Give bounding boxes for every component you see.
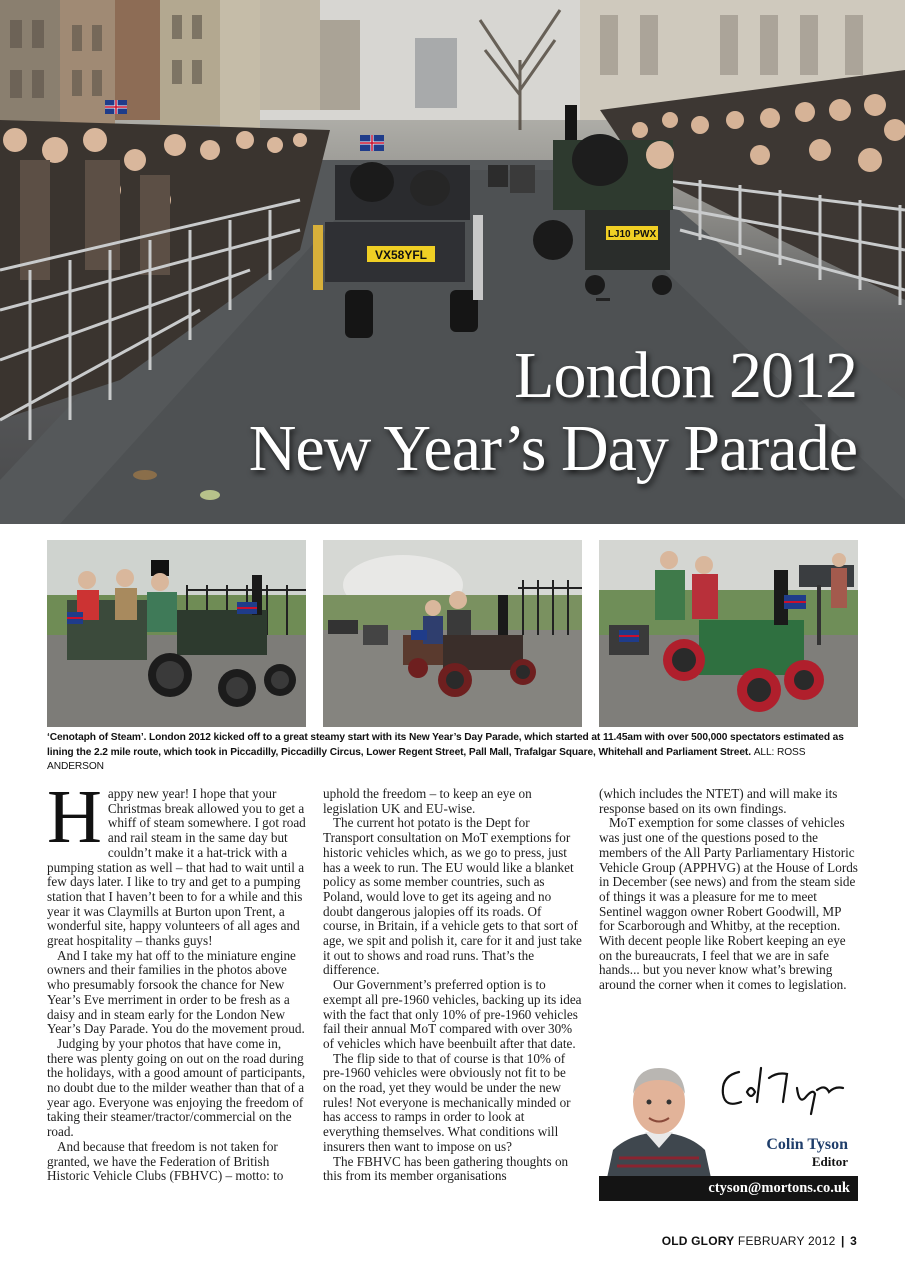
photo-2-illustration (323, 540, 582, 727)
article-paragraph: Our Government’s preferred option is to exempt all pre-1960 vehicles, backing up its idea with the fact that only 10% of pre-1960 vehicles fail their annual MoT compared with over 30% of vehicles which have beenbuilt after that date. (323, 977, 582, 1051)
photo-cenotaph-engine-3 (599, 540, 858, 727)
photo-credit: ALL: ROSS ANDERSON (47, 746, 806, 772)
photo-caption (47, 731, 859, 775)
article-column-2 (323, 787, 582, 1184)
article-column-1 (47, 775, 306, 1184)
paragraph-text: appy new year! I hope that your Christmas break allowed you to get a whiff of steam somewhere. I got road and rail steam in the same day but couldn’t make it a hat-trick with a pumping station as well – that had to wait until a few days later. I like to try and get to a pumping station that I haven’t been to for a while and this year it was Claymills at Burton upon Trent, a wonderful site, happy volunteers of all ages and great hospitality – thanks guys! (47, 786, 306, 949)
caption-text: ‘Cenotaph of Steam’. London 2012 kicked off to a great steamy start with its New Year’s Day Parade, which started at 11.45am with over 500,000 spectators estimated as lining the 2.2 mile route, which took in Piccadilly, Piccadilly Circus, Lower Regent Street, Pall Mall, Trafalgar Square, Whitehall and Parliament Street. (47, 732, 844, 758)
photo-3-illustration (599, 540, 858, 727)
editor-signature (717, 1058, 857, 1116)
article-paragraph: MoT exemption for some classes of vehicles was just one of the questions posed to the members of the All Party Parliamentary Historic Vehicle Group (APPHVG) at the House of Lords in December (see news) and from the steam side of things it was a pleasure for me to meet Sentinel waggon owner Robert Goodwill, MP for Scarborough and Whitby, at the reception. With decent people like Robert keeping an eye on the bureaucrats, I feel that we are in safe hands... but you never know what’s brewing around the corner when it comes to legislation. (599, 815, 858, 993)
article-paragraph: The current hot potato is the Dept for Transport consultation on MoT exemptions for historic vehicles which, as we go to press, just has a week to run. The EU would like a blanket policy as some member countries, such as Poland, would love to get its ageing and no doubt dangerous jalopies off its roads. Of course, in Britain, if a vehicle gets to that sort of age, we spit and polish it, care for it and just take it out to shows and road runs. That’s the difference. (323, 815, 582, 978)
article-paragraph: Judging by your photos that have come in, there was plenty going on out on the road during the holidays, with a good amount of participants, no doubt due to the milder weather than that of a year ago. Everyone was enjoying the freedom of taking their steamer/tractor/commercial on the road. (47, 1035, 306, 1140)
hero-photo (0, 0, 905, 524)
hero-plate-right: LJ10 PWX (607, 229, 657, 240)
editor-signoff (599, 1058, 858, 1203)
article-paragraph: The FBHVC has been gathering thoughts on this from its member organisations (323, 1153, 569, 1184)
title-line-2: New Year’s Day Parade (248, 412, 857, 485)
article-paragraph: The flip side to that of course is that 10% of pre-1960 vehicles were obviously not fit to be on the road, yet they would be under the new rules! Not everyone is mechanically minded or has access to ramps in order to look at everything themselves. What conditions will insurers then want to impose on us? (323, 1050, 571, 1154)
page-title (249, 340, 857, 486)
article-paragraph: And because that freedom is not taken for granted, we have the Federation of British Historic Vehicle Clubs (FBHVC) – motto: to (47, 1138, 284, 1184)
page-number: 3 (850, 1234, 857, 1248)
photo-cenotaph-engine-1 (47, 540, 306, 727)
page-folio (662, 1234, 857, 1248)
article-column-3 (599, 787, 858, 993)
article-paragraph: (which includes the NTET) and will make its response based on its own findings. (599, 786, 838, 816)
article-paragraph: uphold the freedom – to keep an eye on legislation UK and EU-wise. (323, 786, 532, 816)
editor-role: Editor (811, 1154, 848, 1169)
article-paragraph: And I take my hat off to the miniature engine owners and their families in the photos above who presumably forsook the chance for New Year’s Eve merriment in order to be fresh as a daisy and in steam early for the London New Year’s Day Parade. You do the movement proud. (47, 947, 305, 1037)
editor-email[interactable]: ctyson@mortons.co.uk (599, 1176, 858, 1201)
article-paragraph (47, 775, 306, 949)
photo-1-illustration (47, 540, 306, 727)
photo-cenotaph-engine-2 (323, 540, 582, 727)
title-line-1: London 2012 (514, 339, 857, 412)
editor-name: Colin Tyson (766, 1136, 848, 1153)
folio-separator: | (841, 1234, 845, 1248)
hero-plate-left: VX58YFL (374, 248, 428, 262)
editor-portrait (599, 1058, 719, 1178)
drop-cap: H (47, 775, 102, 859)
magazine-name: OLD GLORY (661, 1234, 735, 1248)
issue-date: FEBRUARY 2012 (737, 1234, 836, 1248)
